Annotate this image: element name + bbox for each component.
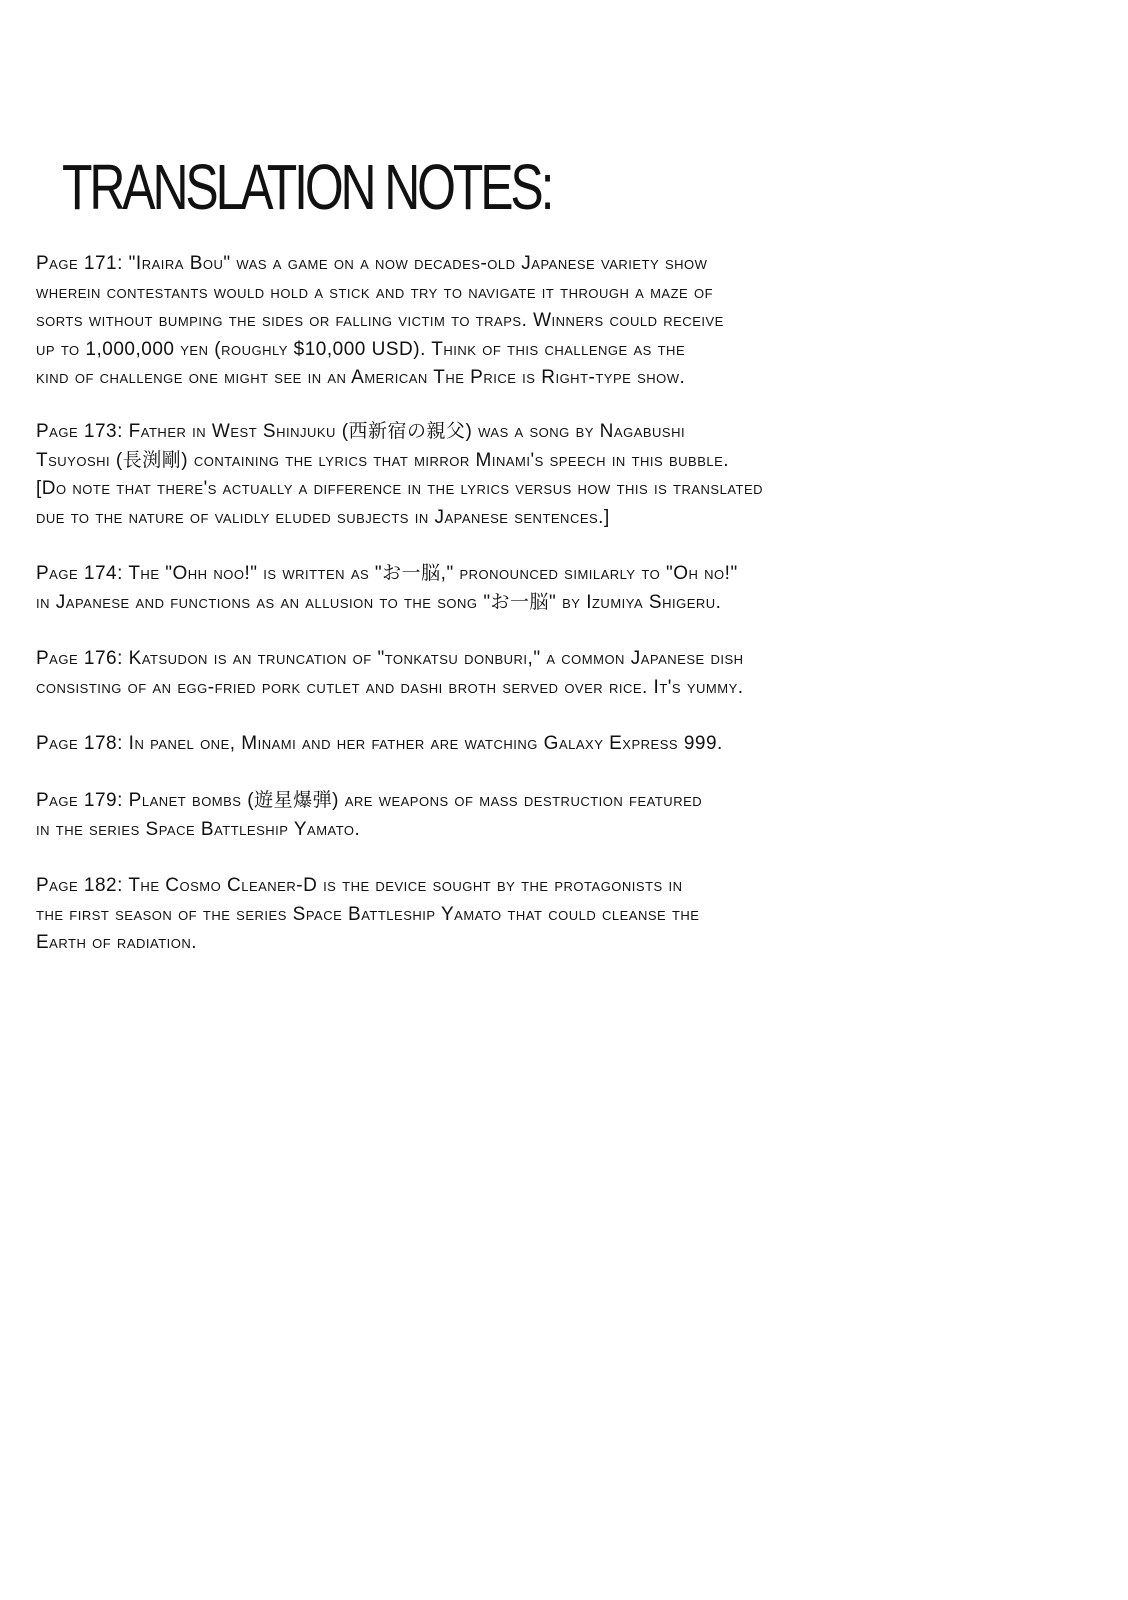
note-page-ref: Page 176: xyxy=(36,648,123,669)
note-text: The Cosmo Cleaner-D is the device sought by the protagonists in the first season of the series Space Battleship Yamato that could cleanse the Earth of radiation. xyxy=(36,875,700,954)
translation-note xyxy=(36,418,763,532)
note-page-ref: Page 178: xyxy=(36,733,123,754)
page-title: TRANSLATION NOTES: xyxy=(62,151,552,223)
note-text: Katsudon is an truncation of "tonkatsu donburi," a common Japanese dish consisting of an egg-fried pork cutlet and dashi broth served over rice. It's yummy. xyxy=(36,648,744,698)
note-page-ref: Page 174: xyxy=(36,563,123,584)
note-page-ref: Page 179: xyxy=(36,790,123,811)
note-page-ref: Page 171: xyxy=(36,253,123,274)
translation-note xyxy=(36,645,744,702)
note-page-ref: Page 173: xyxy=(36,421,123,442)
translation-note xyxy=(36,872,699,958)
translation-note xyxy=(36,250,724,393)
note-text: Father in West Shinjuku (西新宿の親父) was a song by Nagabushi Tsuyoshi (長渕剛) containing the lyrics that mirror Minami's speech in this bubble. [Do note that there's actually a difference in the lyrics versus how this is translated due to the nature of validly eluded subjects in Japanese sentences.] xyxy=(36,421,764,528)
note-text: In panel one, Minami and her father are watching Galaxy Express 999. xyxy=(128,733,723,754)
note-page-ref: Page 182: xyxy=(36,875,123,896)
translation-note xyxy=(36,560,738,617)
translation-note xyxy=(36,787,702,844)
note-text: The "Ohh noo!" is written as "お一脳," pronounced similarly to "Oh no!" in Japanese and functions as an allusion to the song "お一脳" by Izumiya Shigeru. xyxy=(36,563,738,613)
note-text: Planet bombs (遊星爆弾) are weapons of mass destruction featured in the series Space Battleship Yamato. xyxy=(36,790,703,840)
note-text: "Iraira Bou" was a game on a now decades-old Japanese variety show wherein contestants would hold a stick and try to navigate it through a maze of sorts without bumping the sides or falling victim to traps. Winners could receive up to 1,000,000 yen (roughly $10,000 USD). Think of this challenge as the kind of challenge one might see in an American The Price is Right-type show. xyxy=(36,253,724,389)
translation-note xyxy=(36,730,723,759)
